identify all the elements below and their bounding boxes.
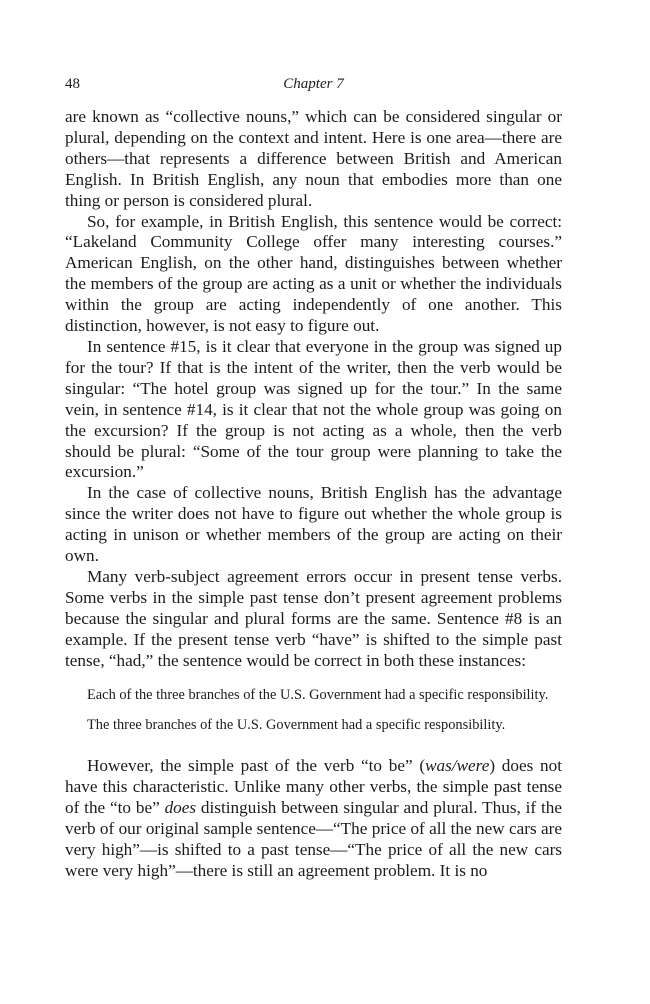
chapter-title: Chapter 7 <box>283 76 344 92</box>
book-page <box>65 72 562 882</box>
running-head <box>65 72 562 96</box>
paragraph-british-example: So, for example, in British English, this sentence would be correct: “Lakeland Community College offer many interesting courses.” American English, on the other hand, distinguishes between whether the members of the group are acting as a unit or whether the individuals within the group are acting independently of one another. This distinction, however, is not easy to figure out. <box>65 211 562 336</box>
paragraph-collective-nouns-continued: are known as “collective nouns,” which can be considered singular or plural, depending on the context and intent. Here is one area—there are others—that represents a difference between British and American English. In British English, any noun that embodies more than one thing or person is considered plural. <box>65 107 562 210</box>
body-text <box>65 107 562 671</box>
text-span: However, the simple past of the verb “to be” ( <box>87 756 426 776</box>
emphasis-was-were: was/were <box>425 756 490 776</box>
example-sentence-2: The three branches of the U.S. Government had a specific responsibility. <box>87 716 506 733</box>
emphasis-does: does <box>164 798 197 818</box>
example-sentence-1: Each of the three branches of the U.S. Government had a specific responsibility. <box>87 687 549 704</box>
paragraph-collective-advantage: In the case of collective nouns, British English has the advantage since the writer does not have to figure out whether the whole group is acting in unison or whether members of the group are acting on their own. <box>65 483 562 566</box>
paragraph-sentence-15: In sentence #15, is it clear that everyone in the group was signed up for the tour? If that is the intent of the writer, then the verb would be singular: “The hotel group was signed up for the tour.” In the same vein, in sentence #14, is it clear that not the whole group was going on the excursion? If the group is not acting as a whole, then the verb should be plural: “Some of the tour group were planning to take the excursion.” <box>65 336 562 482</box>
page-number: 48 <box>65 76 80 92</box>
paragraph-to-be <box>65 756 562 881</box>
example-block-quote <box>87 686 562 735</box>
body-text-continued <box>65 756 562 881</box>
text-span: ) does not have this characteristic. Unlike many other verbs, the simple past tense of the “to be” <box>65 756 562 818</box>
text-span: distinguish between singular and plural. Thus, if the verb of our original sample sentence—“The price of all the new cars are very high”—is shifted to a past tense—“The price of all the new cars were very high”—there is still an agreement problem. It is no <box>65 798 562 880</box>
paragraph-present-tense: Many verb-subject agreement errors occur in present tense verbs. Some verbs in the simple past tense don’t present agreement problems because the singular and plural forms are the same. Sentence #8 is an example. If the present tense verb “have” is shifted to the simple past tense, “had,” the sentence would be correct in both these instances: <box>65 566 562 670</box>
